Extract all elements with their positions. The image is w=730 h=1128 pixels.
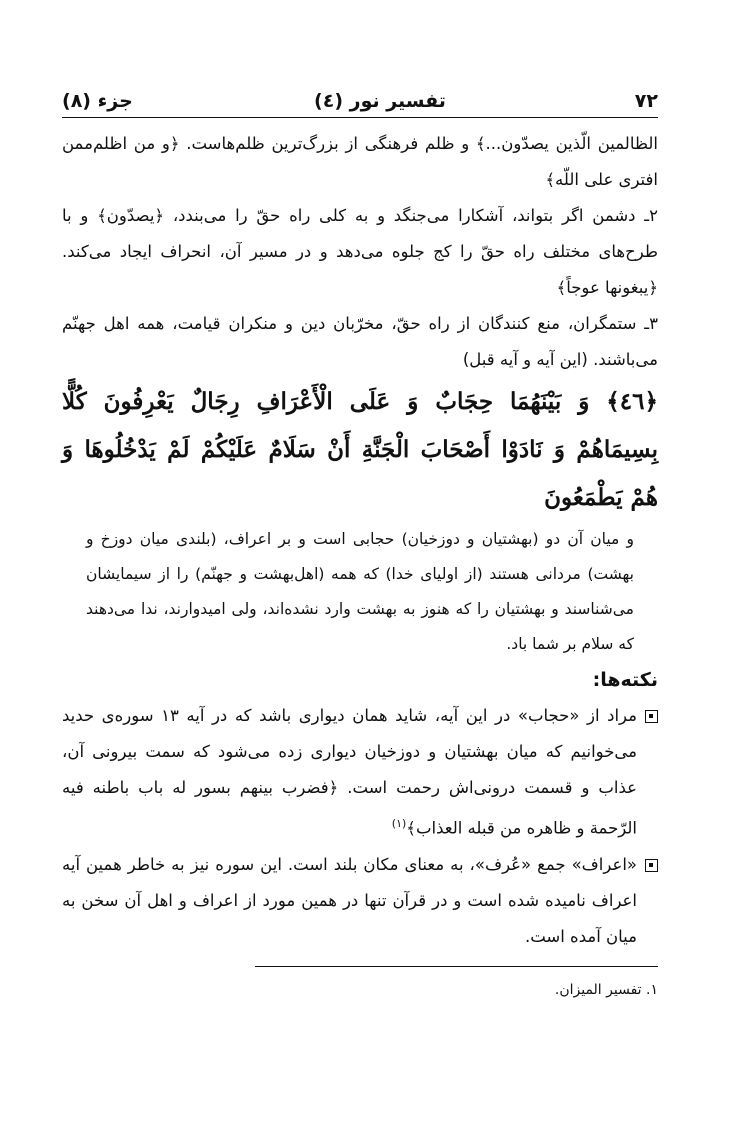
page-body bbox=[62, 126, 658, 955]
note-text: «اعراف» جمع «عُرف»، به معنای مکان بلند است. این سوره نیز به خاطر همین آیه اعراف نامیده شده است و در قرآن تنها در همین مورد از اعراف و اهل آن سخن به میان آمده است. bbox=[62, 854, 637, 946]
note-item-2 bbox=[62, 847, 658, 955]
footnote-ref[interactable]: (۱) bbox=[391, 817, 407, 830]
note-item-1 bbox=[62, 698, 658, 847]
book-title: تفسیر نور (٤) bbox=[314, 90, 446, 112]
footnote: ۱. تفسیر المیزان. bbox=[554, 982, 658, 998]
note-text: مراد از «حجاب» در این آیه، شاید همان دیواری باشد که در آیه ۱۳ سوره‌ی حدید می‌خوانیم که میان بهشتیان و دوزخیان دیواری زده می‌شود که سمت بیرونی آن، عذاب و قسمت درونی‌اش رحمت است. ﴿فضرب بینهم بسور له باب باطنه فیه الرّحمة و ظاهره من قبله العذاب﴾ bbox=[62, 706, 637, 838]
quran-verse: ﴿٤٦﴾ وَ بَيْنَهُمَا حِجَابٌ وَ عَلَى الْأَعْرَافِ رِجَالٌ يَعْرِفُونَ كُلًّا بِسِيمَاهُمْ وَ نَادَوْا أَصْحَابَ الْجَنَّةِ أَنْ سَلَامٌ عَلَيْكُمْ لَمْ يَدْخُلُوهَا وَ هُمْ يَطْمَعُونَ bbox=[62, 388, 658, 511]
lesson-item-2: ۲ـ دشمن اگر بتواند، آشکارا می‌جنگد و به کلی راه حقّ را می‌بندد، ﴿یصدّون﴾ و با طرح‌های مختلف راه حقّ را کج جلوه می‌دهد و در مسیر آن، انحراف ایجاد می‌کند. ﴿یبغونها عوجاً﴾ bbox=[62, 206, 658, 297]
square-bullet-icon bbox=[645, 859, 658, 872]
page-header bbox=[62, 84, 658, 112]
part-label: جزء (۸) bbox=[62, 90, 133, 112]
lesson-item-3: ۳ـ ستمگران، منع کنندگان از راه حقّ، مخرّبان دین و منکران قیامت، همه اهل جهنّم می‌باشند. (این آیه و آیه قبل) bbox=[62, 314, 658, 369]
verse-translation: و میان آن دو (بهشتیان و دوزخیان) حجابی است و بر اعراف، (بلندی میان دوزخ و بهشت) مردانی هستند (از اولیای خدا) که همه (اهل‌بهشت و جهنّم) را از سیمایشان می‌شناسند و بهشتیان را که هنوز به بهشت وارد نشده‌اند، ولی امیدوارند، ندا می‌دهند که سلام بر شما باد. bbox=[86, 530, 634, 653]
header-rule bbox=[62, 117, 658, 118]
footnote-rule bbox=[255, 966, 658, 967]
continued-paragraph: الظالمین الّذین یصدّون...﴾ و ظلم فرهنگی از بزرگ‌ترین ظلم‌هاست. ﴿و من اظلم‌ممن افتری علی اللّه﴾ bbox=[62, 134, 658, 189]
square-bullet-icon bbox=[645, 710, 658, 723]
page-number: ۷۲ bbox=[634, 90, 658, 112]
notes-heading: نکته‌ها: bbox=[592, 669, 658, 691]
